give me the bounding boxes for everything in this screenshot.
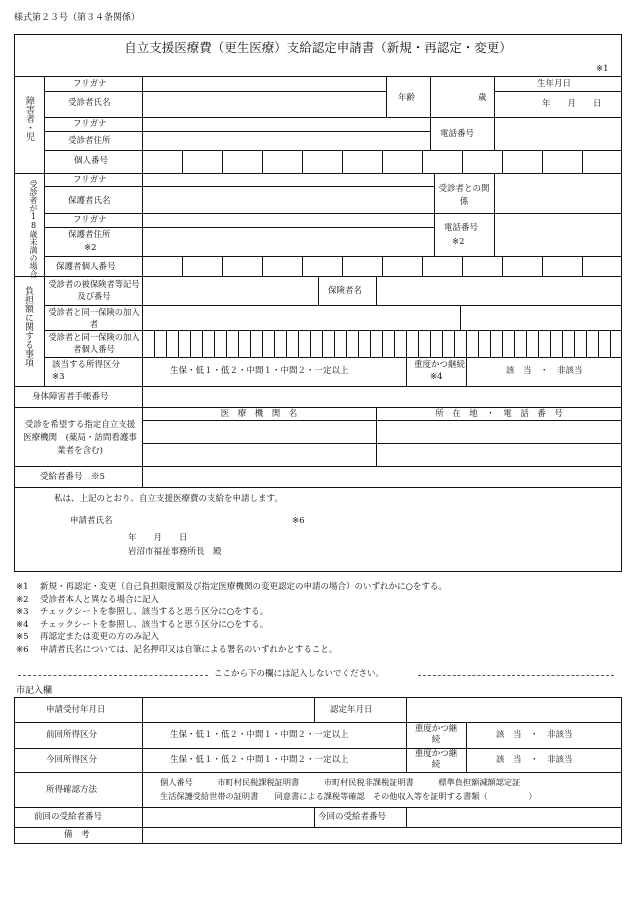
footnote-text: チェックシートを参照し、該当すると思う区分に○をする。 [40,619,269,630]
digit-box-divider [466,330,467,357]
digit-box-divider [582,150,583,173]
digit-box-divider [478,330,479,357]
digit-box-divider [178,330,179,357]
title-note: ※1 [596,64,609,74]
digit-box-divider [262,330,263,357]
cert-date-label: 認定年月日 [330,705,373,715]
footnote [16,630,159,642]
office-use-divider: ここから下の欄には記入しないでください。 [214,669,385,679]
relation-label: 受診者との関係 [438,184,490,207]
footnote-mark: ※4 [16,619,29,630]
digit-box-divider [422,150,423,173]
digit-box-divider [406,330,407,357]
digit-box-divider [502,330,503,357]
same-insurance-id-label: 受診者と同一保険の加入者個人番号 [48,332,140,354]
digit-box-divider [182,150,183,173]
recipient-number-input[interactable] [143,467,621,486]
footnote-mark: ※1 [16,582,29,592]
applicant-name-label: 申請者氏名 [70,516,113,526]
digit-box-divider [334,330,335,357]
curr-recipient-no-label: 今回の受給者番号 [318,812,387,822]
patient-phone-label: 電話番号 [440,129,475,139]
insurer-name-label: 保険者名 [328,286,363,296]
digit-box-divider [190,330,191,357]
footnote [16,580,447,592]
income-check-method-line1[interactable]: 個人番号 市町村民税課税証明書 市町村民税非課税証明書 標準負担額減額認定証 [160,777,521,787]
digit-box-divider [430,330,431,357]
digit-box-divider [490,330,491,357]
digit-box-divider [542,256,543,276]
digit-box-divider [418,330,419,357]
digit-box-divider [202,330,203,357]
digit-box-divider [422,256,423,276]
income-label: 該当する所得区分 [52,360,121,370]
digit-box-divider [346,330,347,357]
guardian-name-input[interactable] [143,187,433,212]
guardian-address-label: 保護者住所 [68,230,111,240]
digit-box-divider [394,330,395,357]
footnote [16,643,337,655]
declaration-date[interactable]: 年 月 日 [128,533,188,543]
recipient-number-label: 受給者番号 ※5 [40,472,105,482]
digit-box-divider [238,330,239,357]
same-insurance-label: 受診者と同一保険の加入者 [48,307,140,329]
digit-box-divider [154,330,155,357]
digit-box-divider [582,256,583,276]
digit-box-divider [538,330,539,357]
handbook-number-label: 身体障害者手帳番号 [32,392,109,402]
digit-box-divider [250,330,251,357]
digit-box-divider [382,150,383,173]
same-insurance-id-grid[interactable] [142,330,622,357]
digit-box-divider [358,330,359,357]
guardian-phone-label: 電話番号 [444,223,479,233]
income-note: ※3 [52,372,65,382]
digit-box-divider [562,330,563,357]
severe-options[interactable]: 該 当 ・ 非該当 [506,366,583,376]
form-title: 自立支援医療費（更生医療）支給認定申請書（新規・再認定・変更） [124,40,512,55]
patient-id-label: 個人番号 [74,156,109,166]
age-unit: 歳 [478,93,487,103]
digit-box-divider [342,150,343,173]
digit-box-divider [342,256,343,276]
guardian-section-label: 受診者が18歳未満の場合 [29,180,38,278]
institution-label: 受診を希望する指定自立支援医療機関 (薬局・訪問看護事業者を含む) [23,420,137,456]
digit-box-divider [302,150,303,173]
digit-box-divider [502,256,503,276]
guardian-id-grid[interactable] [142,256,622,276]
addressee: 岩沼市福祉事務所長 殿 [128,547,222,557]
patient-address-label: 受診者住所 [68,136,111,146]
remarks-label: 備 考 [64,830,90,840]
digit-box-divider [226,330,227,357]
severe-label: 重度かつ継続 [414,360,466,370]
digit-box-divider [542,150,543,173]
digit-box-divider [222,256,223,276]
patient-id-grid[interactable] [142,150,622,173]
digit-box-divider [502,150,503,173]
income-check-method-label: 所得確認方法 [46,785,98,795]
curr-income-options[interactable]: 生保・低１・低２・中間１・中間２・一定以上 [170,755,349,765]
institution-col-name: 医 療 機 関 名 [220,409,298,419]
applicant-note: ※6 [292,516,305,526]
digit-box-divider [598,330,599,357]
digit-box-divider [274,330,275,357]
prev-income-label: 前回所得区分 [46,730,98,740]
curr-severe-options[interactable]: 該 当 ・ 非該当 [496,755,573,765]
patient-address-input[interactable] [143,132,429,149]
digit-box-divider [574,330,575,357]
digit-box-divider [514,330,515,357]
guardian-id-label: 保護者個人番号 [56,262,116,272]
guardian-name-label: 保護者氏名 [68,196,111,206]
income-options[interactable]: 生保・低１・低２・中間１・中間２・一定以上 [170,366,349,376]
footnote-text: 再認定または変更の方のみ記入 [40,632,160,643]
digit-box-divider [182,256,183,276]
footnote-mark: ※3 [16,607,29,618]
patient-address-furigana: フリガナ [73,119,107,129]
digit-box-divider [442,330,443,357]
digit-box-divider [298,330,299,357]
insured-number-label: 受診者の被保険者等記号及び番号 [48,279,140,301]
income-check-method-line2[interactable]: 生活保護受給世帯の証明書 同意書による課税等確認 その他収入等を証明する書類（ ） [160,791,537,801]
footnote-text: 申請者氏名については、記名押印又は自筆による署名のいずれかとすること。 [40,645,338,655]
curr-income-label: 今回所得区分 [46,755,98,765]
guardian-address-input[interactable] [143,228,433,255]
prev-income-options[interactable]: 生保・低１・低２・中間１・中間２・一定以上 [170,730,349,740]
curr-severe-label: 重度かつ継続 [414,749,458,770]
age-label: 年齢 [398,93,416,103]
digit-box-divider [166,330,167,357]
digit-box-divider [382,256,383,276]
patient-section-label: 障害者・児 [24,96,34,141]
digit-box-divider [222,150,223,173]
patient-name-label: 受診者氏名 [68,98,111,108]
footnote-mark: ※6 [16,645,29,655]
footnote [16,605,268,617]
guardian-address-furigana: フリガナ [73,215,107,225]
footnote-text: 受診者本人と異なる場合に記入 [40,594,160,605]
footnote [16,618,268,630]
birth-date-label: 生年月日 [537,79,572,89]
institution-col-address: 所 在 地 ・ 電 話 番 号 [435,409,563,419]
digit-box-divider [262,256,263,276]
digit-box-divider [454,330,455,357]
guardian-phone-note: ※2 [452,237,465,247]
guardian-address-note: ※2 [84,243,97,253]
declaration-statement: 私は、上記のとおり、自立支援医療費の支給を申請します。 [54,494,283,504]
handbook-number-input[interactable] [143,387,621,406]
digit-box-divider [462,256,463,276]
prev-severe-options[interactable]: 該 当 ・ 非該当 [496,730,573,740]
receipt-date-label: 申請受付年月日 [46,705,106,715]
footnote-mark: ※2 [16,594,29,605]
patient-furigana-label: フリガナ [73,79,107,89]
city-use-title: 市記入欄 [16,686,53,696]
digit-box-divider [286,330,287,357]
prev-recipient-no-label: 前回の受給者番号 [34,812,103,822]
footnote-text: チェックシートを参照し、該当すると思う区分に○をする。 [40,607,269,618]
digit-box-divider [214,330,215,357]
footnote-text: 新規・再認定・変更（自己負担限度額及び指定医療機関の変更認定の申請の場合）のいずれかに○をする。 [40,582,447,592]
digit-box-divider [462,150,463,173]
digit-box-divider [526,330,527,357]
digit-box-divider [310,330,311,357]
digit-box-divider [382,330,383,357]
digit-box-divider [322,330,323,357]
form-number: 様式第２３号（第３４条関係） [14,13,141,23]
burden-section-label: 負担額に関する事項 [23,286,33,367]
footnote-mark: ※5 [16,632,29,643]
birth-date-format[interactable]: 年 月 日 [542,99,602,109]
digit-box-divider [262,150,263,173]
digit-box-divider [586,330,587,357]
guardian-furigana-label: フリガナ [73,175,107,185]
digit-box-divider [370,330,371,357]
patient-name-input[interactable] [143,92,385,116]
digit-box-divider [550,330,551,357]
digit-box-divider [610,330,611,357]
footnote [16,593,159,605]
prev-severe-label: 重度かつ継続 [414,724,458,745]
severe-note: ※4 [430,372,443,382]
digit-box-divider [302,256,303,276]
